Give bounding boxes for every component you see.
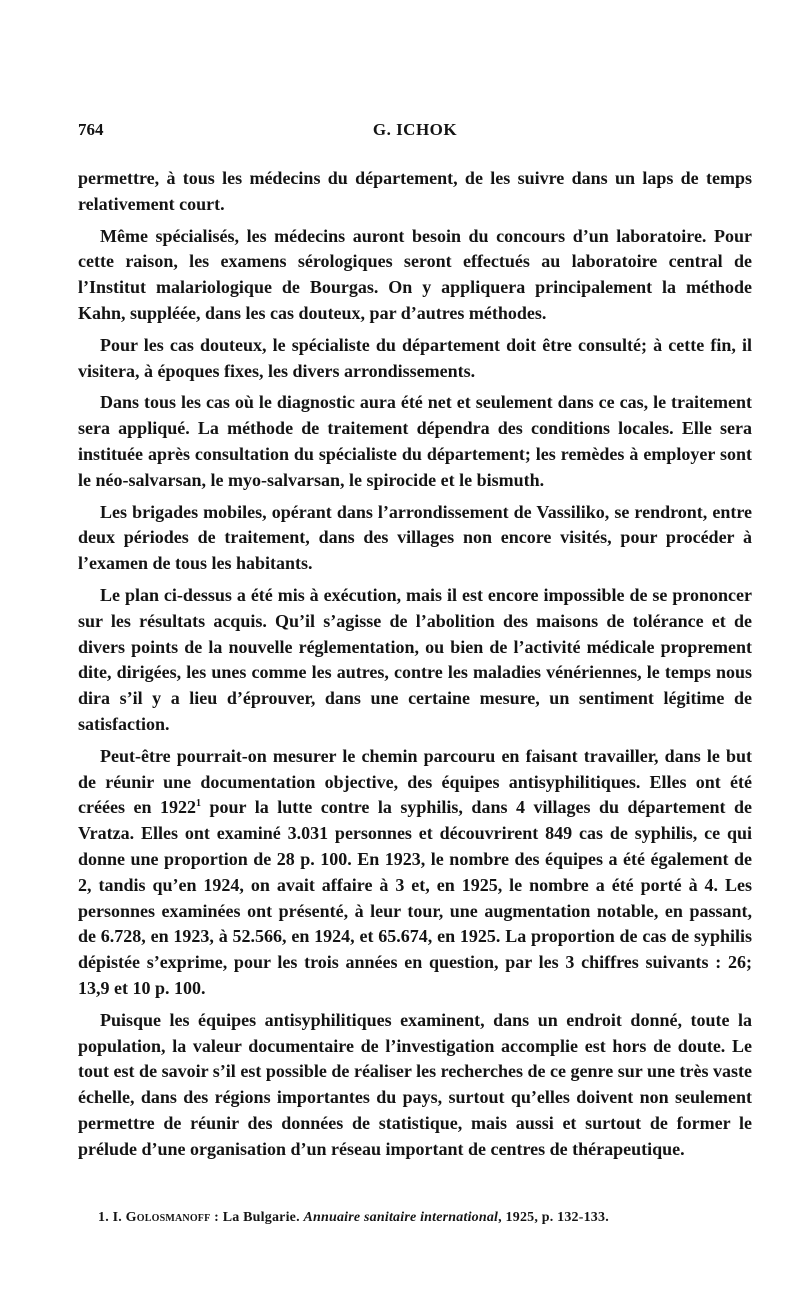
paragraph-7-start: Peut-être pourrait-on mesurer le chemin parcouru en faisant travailler, dans le but de réunir une documentation objective, des équipes antisyphilitiques. Elles ont été créées en 1922 — [78, 745, 752, 818]
footnote-initial: I. — [112, 1210, 122, 1225]
footnote-title: Annuaire sanitaire international — [303, 1210, 499, 1225]
footnote-reference: 1 — [195, 798, 201, 810]
footnote-separator: : La Bulgarie. — [210, 1210, 304, 1225]
footnote — [98, 1210, 752, 1226]
paragraph-4: Dans tous les cas où le diagnostic aura été net et seulement dans ce cas, le traitement sera appliqué. La méthode de traitement dépendra des conditions locales. Elle sera instituée après consultation du spécialiste du département; les remèdes à employer sont le néo-salvarsan, le myo-salvarsan, le spirocide et le bismuth. — [78, 392, 752, 490]
paragraph-5: Les brigades mobiles, opérant dans l’arrondissement de Vassiliko, se rendront, entre deux périodes de traitement, dans des villages non encore visités, pour procéder à l’examen de tous les habitants. — [78, 501, 752, 574]
paragraph-8: Puisque les équipes antisyphilitiques examinent, dans un endroit donné, toute la population, la valeur documentaire de l’investigation accomplie est hors de doute. Le tout est de savoir s’il est possible de réaliser les recherches de ce genre sur une très vaste échelle, dans des régions importantes du pays, surtout qu’elles doivent non seulement permettre de réunir des données de statistique, mais aussi et surtout de former le prélude d’une organisation d’un réseau important de centres de thérapeutique. — [78, 1009, 752, 1159]
paragraph-6: Le plan ci-dessus a été mis à exécution, mais il est encore impossible de se prononcer sur les résultats acquis. Qu’il s’agisse de l’abolition des maisons de tolérance et de divers points de la nouvelle réglementation, ou bien de l’activité médicale proprement dite, dirigées, les unes comme les autres, contre les maladies vénériennes, le temps nous dira s’il y a lieu d’éprouver, dans une certaine mesure, un sentiment légitime de satisfaction. — [78, 584, 752, 734]
running-head-author: G. ICHOK — [372, 120, 458, 139]
footnote-number: 1. — [98, 1210, 109, 1225]
paragraph-3: Pour les cas douteux, le spécialiste du département doit être consulté; à cette fin, il visitera, à époques fixes, les divers arrondissements. — [78, 334, 752, 381]
paragraph-7 — [78, 744, 752, 1002]
body-text — [78, 166, 752, 1168]
paragraph-1: permettre, à tous les médecins du département, de les suivre dans un laps de temps relativement court. — [78, 168, 752, 214]
footnote-rest: , 1925, p. 132-133. — [498, 1210, 609, 1225]
running-head — [78, 120, 752, 144]
paragraph-2: Même spécialisés, les médecins auront besoin du concours d’un laboratoire. Pour cette raison, les examens sérologiques seront effectués au laboratoire central de l’Institut malariologique de Bourgas. On y appliquera principalement la méthode Kahn, suppléée, dans les cas douteux, par d’autres méthodes. — [78, 225, 752, 323]
footnote-author: Golosmanoff — [125, 1210, 211, 1225]
page-number: 764 — [78, 120, 104, 139]
paragraph-7-end: pour la lutte contre la syphilis, dans 4 villages du département de Vratza. Elles ont examiné 3.031 personnes et découvrirent 849 cas de syphilis, ce qui donne une proportion de 28 p. 100. En 1923, le nombre des équipes a été également de 2, tandis qu’en 1924, on avait affaire à 3 et, en 1925, le nombre a été porté à 4. Les personnes examinées ont présenté, à leur tour, une augmentation notable, en passant, de 6.728, en 1923, à 52.566, en 1924, et 65.674, en 1925. La proportion de cas de syphilis dépistée s’exprime, pour les trois années en question, par les 3 chiffres suivants : 26; 13,9 et 10 p. 100. — [78, 797, 753, 998]
